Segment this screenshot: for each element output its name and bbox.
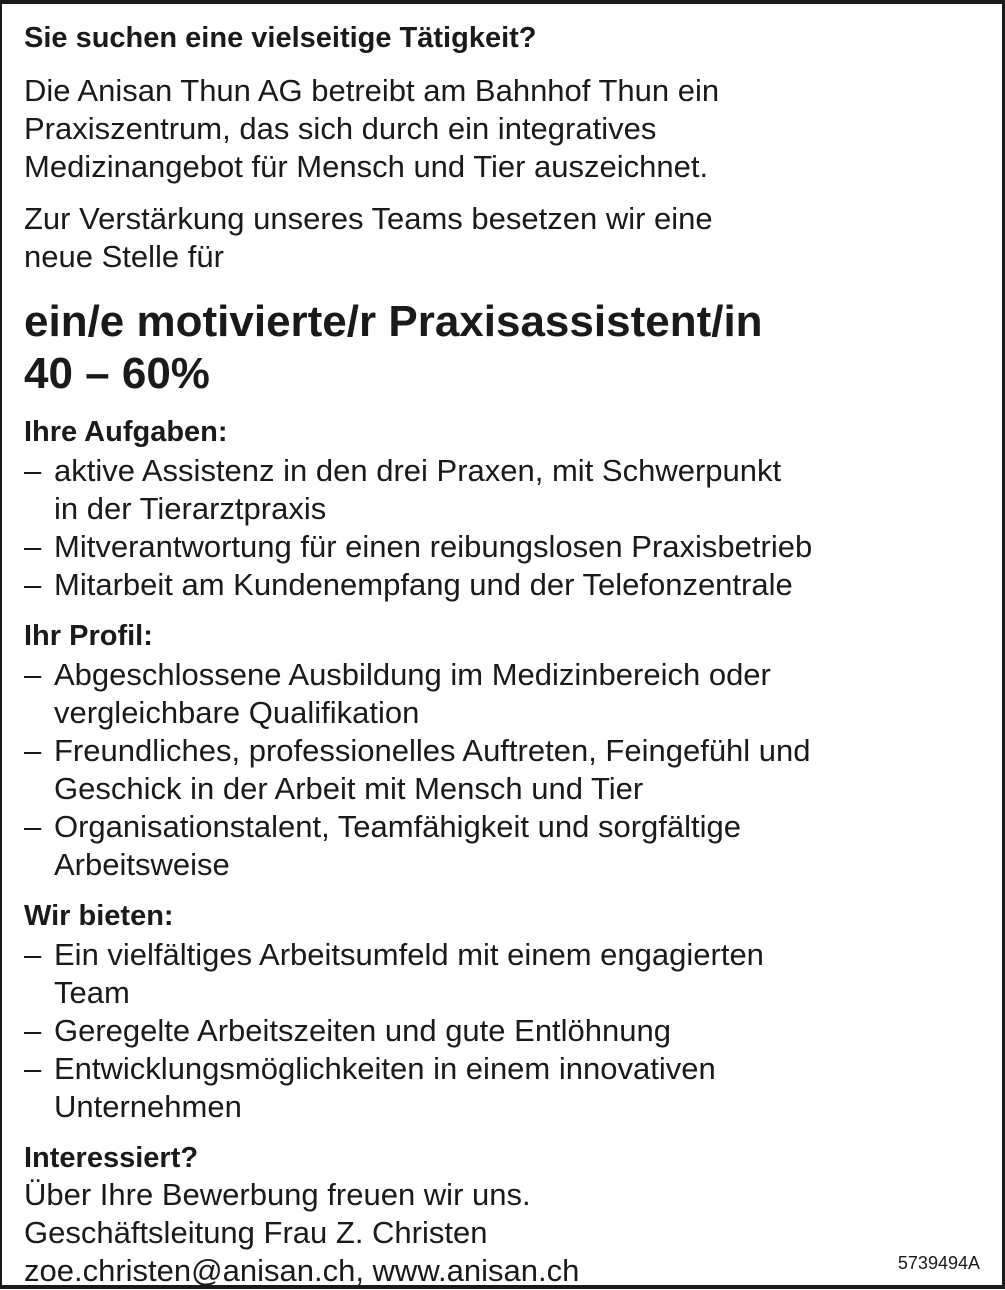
section-offer	[24, 898, 989, 1126]
list-item	[24, 452, 989, 528]
list-item-text: Abgeschlossene Ausbildung im Medizinbereich oder vergleichbare Qualifikation	[54, 657, 771, 730]
section-title: Ihr Profil:	[24, 620, 153, 652]
dash: –	[24, 657, 42, 692]
offer-list	[24, 936, 989, 1126]
section-profile	[24, 618, 989, 884]
dash: –	[24, 937, 42, 972]
intro-paragraph-2: Zur Verstärkung unseres Teams besetzen wir eine neue Stelle für	[24, 201, 713, 274]
dash: –	[24, 453, 42, 488]
list-item	[24, 566, 989, 604]
list-item-text: Ein vielfältiges Arbeitsumfeld mit einem engagierten Team	[54, 937, 764, 1010]
list-item-text: Mitarbeit am Kundenempfang und der Telefonzentrale	[54, 567, 793, 602]
section-title: Ihre Aufgaben:	[24, 416, 228, 448]
dash: –	[24, 809, 42, 844]
list-item	[24, 656, 989, 732]
dash: –	[24, 567, 42, 602]
section-tasks	[24, 414, 989, 604]
closing-section	[24, 1140, 989, 1290]
list-item-text: Organisationstalent, Teamfähigkeit und sorgfältige Arbeitsweise	[54, 809, 742, 882]
headline: Sie suchen eine vielseitige Tätigkeit?	[24, 22, 537, 54]
list-item	[24, 1050, 989, 1126]
list-item	[24, 1012, 989, 1050]
list-item	[24, 808, 989, 884]
contact-person: Geschäftsleitung Frau Z. Christen	[24, 1215, 488, 1250]
position-title: ein/e motivierte/r Praxisassistent/in 40 – 60%	[24, 297, 763, 398]
closing-title: Interessiert?	[24, 1142, 199, 1174]
list-item-text: Freundliches, professionelles Auftreten, Feingefühl und Geschick in der Arbeit mit Mensch und Tier	[54, 733, 811, 806]
list-item-text: aktive Assistenz in den drei Praxen, mit Schwerpunkt in der Tierarztpraxis	[54, 453, 782, 526]
list-item-text: Entwicklungsmöglichkeiten in einem innovativen Unternehmen	[54, 1051, 716, 1124]
list-item	[24, 936, 989, 1012]
dash: –	[24, 1051, 42, 1086]
contact-email-website[interactable]: zoe.christen@anisan.ch, www.anisan.ch	[24, 1253, 580, 1288]
dash: –	[24, 529, 42, 564]
section-title: Wir bieten:	[24, 900, 174, 932]
dash: –	[24, 1013, 42, 1048]
list-item	[24, 528, 989, 566]
profile-list	[24, 656, 989, 884]
list-item-text: Geregelte Arbeitszeiten und gute Entlöhnung	[54, 1013, 672, 1048]
closing-line: Über Ihre Bewerbung freuen wir uns.	[24, 1177, 531, 1212]
ad-content	[24, 20, 989, 1290]
reference-number: 5739494A	[897, 1253, 980, 1273]
dash: –	[24, 733, 42, 768]
intro-paragraph: Die Anisan Thun AG betreibt am Bahnhof Thun ein Praxiszentrum, das sich durch ein integratives Medizinangebot für Mensch und Tier auszeichnet.	[24, 73, 720, 184]
list-item-text: Mitverantwortung für einen reibungslosen Praxisbetrieb	[54, 529, 813, 564]
list-item	[24, 732, 989, 808]
task-list	[24, 452, 989, 604]
